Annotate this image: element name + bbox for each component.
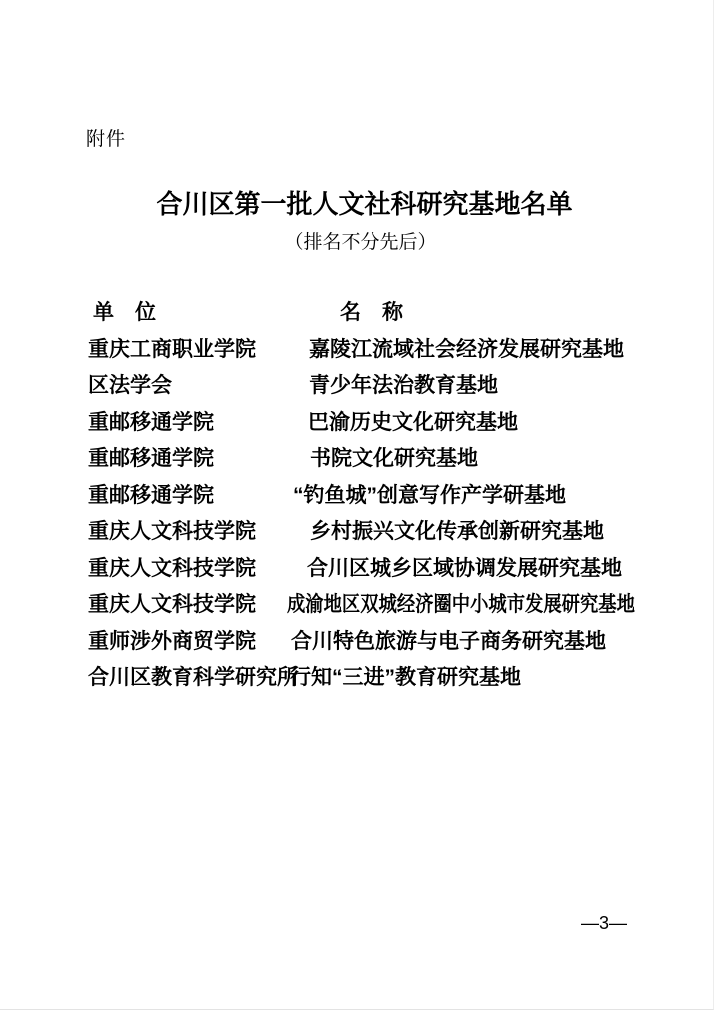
name-cell: 合川区城乡区域协调发展研究基地 — [307, 556, 622, 580]
page-number: —3— — [580, 913, 627, 933]
name-cell: 青少年法治教育基地 — [309, 374, 498, 398]
table-row — [0, 330, 713, 367]
name-cell: 书院文化研究基地 — [310, 447, 478, 471]
name-cell: “钓鱼城”创意写作产学研基地 — [293, 483, 566, 507]
name-cell: 巴渝历史文化研究基地 — [308, 410, 518, 434]
table-row — [0, 439, 713, 476]
table-row — [0, 585, 713, 622]
research-base-table — [0, 293, 713, 695]
unit-cell: 重庆工商职业学院 — [88, 337, 256, 361]
table-row — [0, 622, 713, 659]
table-row — [0, 512, 713, 549]
unit-cell: 重庆人文科技学院 — [88, 520, 256, 544]
page-title: 合川区第一批人文社科研究基地名单 — [156, 189, 573, 219]
unit-cell: 区法学会 — [88, 374, 172, 398]
attachment-label: 附件 — [86, 129, 127, 150]
table-row — [0, 476, 713, 513]
table-header-row — [0, 293, 713, 330]
name-cell: 嘉陵江流域社会经济发展研究基地 — [309, 337, 624, 361]
column-header-name: 名 称 — [340, 301, 403, 325]
unit-cell: 重邮移通学院 — [88, 410, 214, 434]
table-row — [0, 658, 713, 695]
page-subtitle: （排名不分先后） — [284, 232, 437, 253]
unit-cell: 合川区教育科学研究所 — [88, 666, 298, 690]
name-cell: 乡村振兴文化传承创新研究基地 — [310, 520, 604, 544]
unit-cell: 重师涉外商贸学院 — [88, 629, 256, 653]
name-cell: 合川特色旅游与电子商务研究基地 — [291, 629, 606, 653]
column-header-unit: 单 位 — [93, 301, 156, 325]
unit-cell: 重邮移通学院 — [88, 447, 214, 471]
table-row — [0, 366, 713, 403]
table-row — [0, 549, 713, 586]
name-cell: 行知“三进”教育研究基地 — [290, 666, 521, 690]
table-row — [0, 403, 713, 440]
unit-cell: 重庆人文科技学院 — [88, 593, 256, 617]
unit-cell: 重邮移通学院 — [88, 483, 214, 507]
unit-cell: 重庆人文科技学院 — [88, 556, 256, 580]
name-cell: 成渝地区双城经济圈中小城市发展研究基地 — [287, 593, 635, 617]
